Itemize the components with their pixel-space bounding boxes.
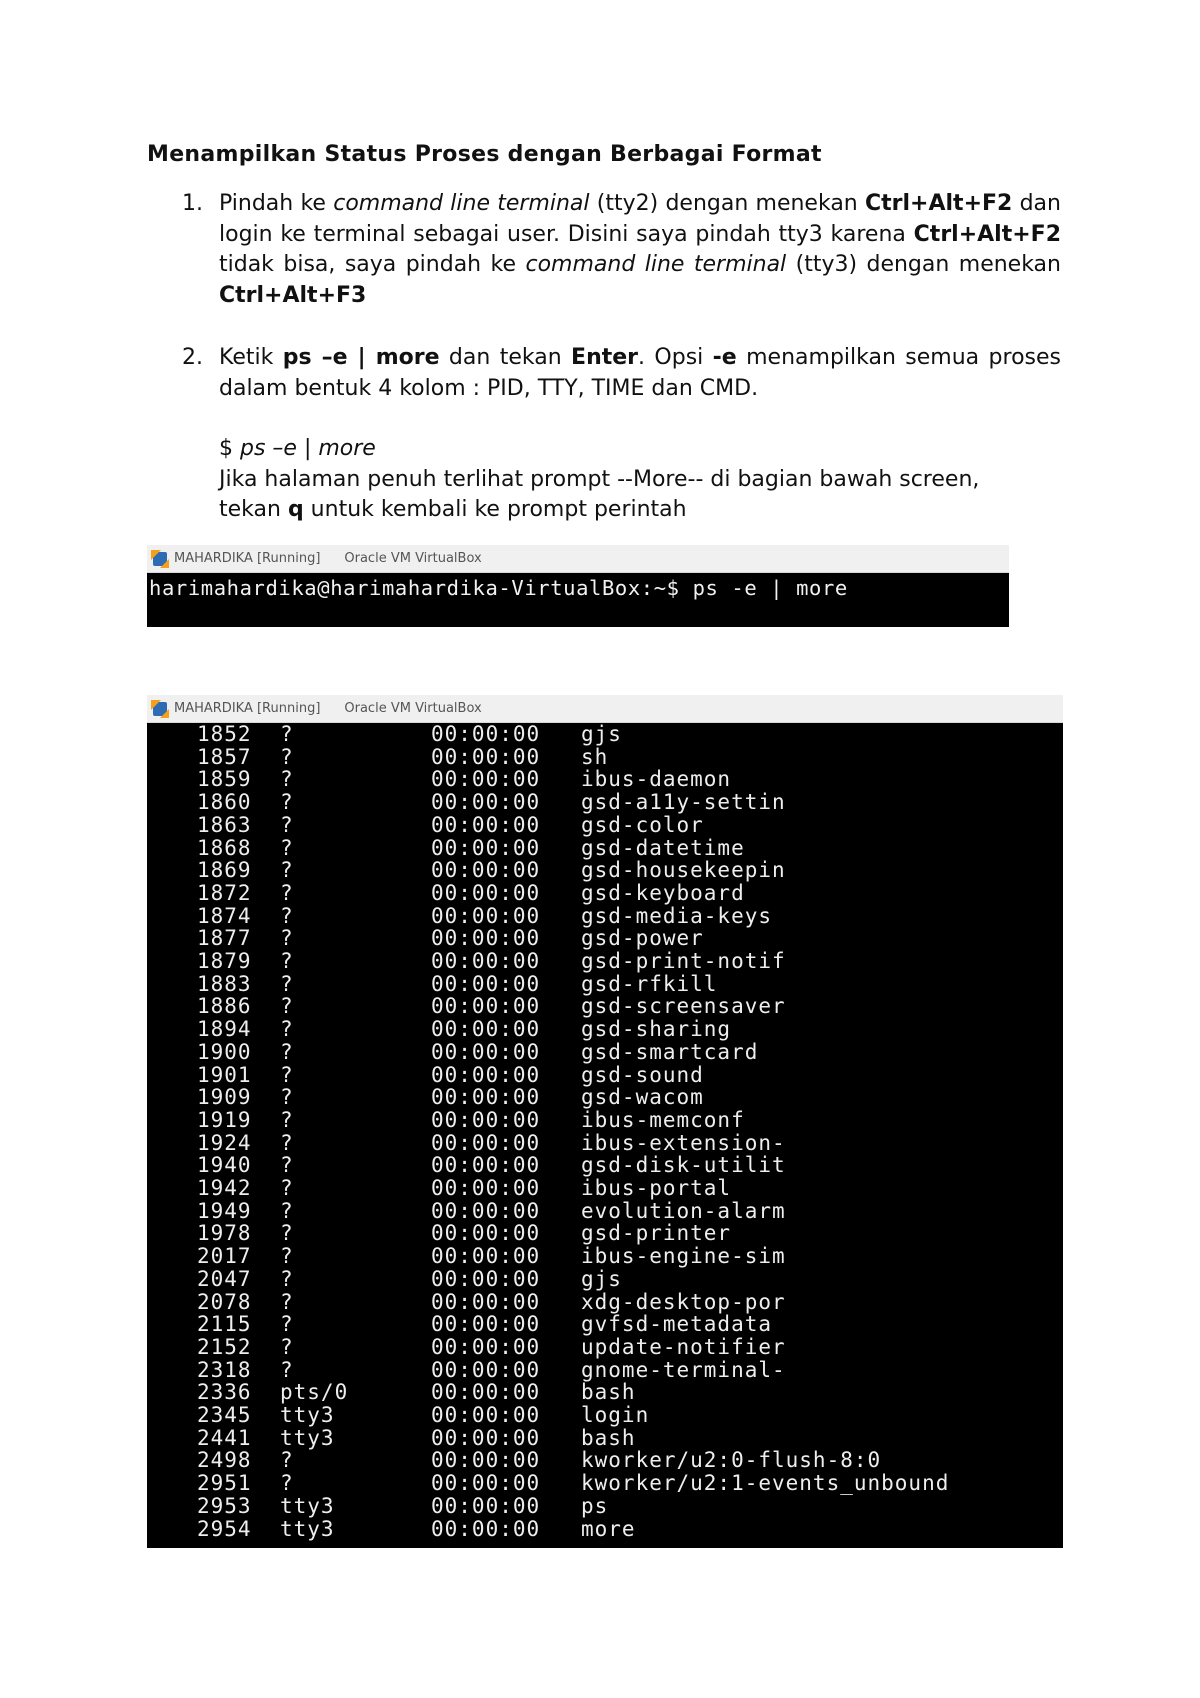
process-cmd: ibus-extension-: [581, 1130, 786, 1155]
process-pid: 2336: [197, 1380, 252, 1405]
process-cmd: gsd-disk-utilit: [581, 1153, 786, 1178]
app-name: Oracle VM VirtualBox: [344, 551, 482, 566]
process-tty: ?: [280, 1448, 294, 1473]
process-cmd: ibus-memconf: [581, 1107, 745, 1132]
process-time: 00:00:00: [431, 1312, 541, 1337]
process-pid: 1879: [197, 949, 252, 973]
process-tty: ?: [280, 1176, 294, 1200]
process-pid: 1886: [197, 994, 252, 1019]
option-flag: -e: [712, 345, 737, 370]
process-time: 00:00:00: [431, 1403, 541, 1427]
process-cmd: more: [581, 1516, 636, 1541]
process-cmd: gsd-media-keys: [581, 903, 773, 928]
process-time: 00:00:00: [431, 1221, 541, 1246]
process-pid: 1869: [197, 858, 252, 883]
process-time: 00:00:00: [431, 1244, 541, 1269]
process-cmd: ibus-portal: [581, 1176, 732, 1200]
vm-name: MAHARDIKA [Running]: [174, 701, 321, 716]
process-pid: 1942: [197, 1176, 252, 1200]
key-combo: Ctrl+Alt+F2: [913, 221, 1061, 247]
process-tty: ?: [280, 1289, 294, 1314]
process-tty: ?: [280, 1357, 294, 1382]
process-pid: 1901: [197, 1062, 252, 1087]
process-cmd: gsd-housekeepin: [581, 858, 786, 883]
process-cmd: kworker/u2:0-flush-8:0: [581, 1448, 882, 1473]
process-pid: 1868: [197, 835, 252, 860]
app-name: Oracle VM VirtualBox: [344, 701, 482, 716]
process-tty: ?: [280, 744, 294, 769]
process-tty: ?: [280, 812, 294, 837]
process-tty: ?: [280, 1130, 294, 1155]
process-tty: ?: [280, 971, 294, 996]
process-cmd: bash: [581, 1380, 636, 1405]
process-cmd: evolution-alarm: [581, 1198, 786, 1223]
process-cmd: login: [581, 1403, 650, 1427]
process-time: 00:00:00: [431, 971, 541, 996]
process-tty: tty3: [280, 1516, 335, 1541]
process-tty: ?: [280, 1039, 294, 1064]
process-time: 00:00:00: [431, 1017, 541, 1042]
process-cmd: gsd-smartcard: [581, 1039, 759, 1064]
virtualbox-titlebar: [147, 695, 1063, 723]
process-cmd: gjs: [581, 1266, 622, 1291]
process-tty: ?: [280, 1221, 294, 1246]
process-cmd: gsd-rfkill: [581, 971, 718, 996]
process-pid: 2318: [197, 1357, 252, 1382]
process-pid: 1949: [197, 1198, 252, 1223]
process-time: 00:00:00: [431, 1380, 541, 1405]
process-time: 00:00:00: [431, 1085, 541, 1110]
process-cmd: gjs: [581, 722, 622, 746]
process-tty: ?: [280, 1107, 294, 1132]
step-2: [147, 343, 1061, 526]
process-tty: ?: [280, 1198, 294, 1223]
process-pid: 1863: [197, 812, 252, 837]
process-tty: ?: [280, 790, 294, 815]
process-tty: tty3: [280, 1493, 335, 1518]
process-pid: 2498: [197, 1448, 252, 1473]
process-cmd: gsd-screensaver: [581, 994, 786, 1019]
process-pid: 2078: [197, 1289, 252, 1314]
key-combo: Ctrl+Alt+F3: [219, 282, 367, 308]
step-number: 2.: [182, 345, 203, 370]
process-cmd: gsd-keyboard: [581, 880, 745, 905]
virtualbox-titlebar: [147, 545, 1009, 573]
process-cmd: ps: [581, 1493, 609, 1518]
process-pid: 2017: [197, 1244, 252, 1269]
process-time: 00:00:00: [431, 880, 541, 905]
process-cmd: kworker/u2:1-events_unbound: [581, 1471, 950, 1496]
process-tty: ?: [280, 1334, 294, 1359]
process-tty: ?: [280, 949, 294, 973]
process-time: 00:00:00: [431, 1107, 541, 1132]
process-cmd: gsd-a11y-settin: [581, 790, 786, 815]
process-cmd: bash: [581, 1425, 636, 1450]
process-pid: 1924: [197, 1130, 252, 1155]
process-tty: ?: [280, 722, 294, 746]
process-pid: 1872: [197, 880, 252, 905]
process-time: 00:00:00: [431, 1516, 541, 1541]
process-pid: 1859: [197, 767, 252, 792]
note-line-2: tekan q untuk kembali ke prompt perintah: [219, 497, 687, 522]
process-tty: ?: [280, 1312, 294, 1337]
process-tty: ?: [280, 994, 294, 1019]
screenshot-process-list: [147, 695, 1063, 1548]
process-time: 00:00:00: [431, 767, 541, 792]
process-tty: ?: [280, 1017, 294, 1042]
process-cmd: gsd-sharing: [581, 1017, 732, 1042]
process-cmd: gsd-color: [581, 812, 704, 837]
process-pid: 1909: [197, 1085, 252, 1110]
process-cmd: ibus-engine-sim: [581, 1244, 786, 1269]
command-text: ps –e | more: [282, 345, 440, 370]
process-time: 00:00:00: [431, 1357, 541, 1382]
process-tty: ?: [280, 858, 294, 883]
process-tty: ?: [280, 903, 294, 928]
step-text: Pindah ke command line terminal (tty2) dengan menekan Ctrl+Alt+F2 dan login ke terminal sebagai user. Disini saya pindah tty3 karena Ctrl+Alt+F2 tidak bisa, saya pindah ke command line terminal (tty3) dengan menekan Ctrl+Alt+F3: [219, 191, 1061, 308]
key-name: Enter: [571, 345, 639, 370]
process-time: 00:00:00: [431, 1471, 541, 1496]
process-time: 00:00:00: [431, 1266, 541, 1291]
process-pid: 2954: [197, 1516, 252, 1541]
process-time: 00:00:00: [431, 1334, 541, 1359]
screenshot-terminal-command: [147, 545, 1009, 627]
process-time: 00:00:00: [431, 1289, 541, 1314]
terminal-prompt: harimahardika@harimahardika-VirtualBox:~$ ps -e | more: [149, 576, 848, 600]
process-time: 00:00:00: [431, 1153, 541, 1178]
process-time: 00:00:00: [431, 994, 541, 1019]
process-cmd: gsd-wacom: [581, 1085, 704, 1110]
virtualbox-icon: [151, 550, 169, 568]
process-pid: 2115: [197, 1312, 252, 1337]
process-tty: tty3: [280, 1403, 335, 1427]
process-pid: 1978: [197, 1221, 252, 1246]
process-pid: 1860: [197, 790, 252, 815]
process-time: 00:00:00: [431, 1198, 541, 1223]
step-number: 1.: [182, 191, 203, 216]
process-time: 00:00:00: [431, 1176, 541, 1200]
process-time: 00:00:00: [431, 790, 541, 815]
process-pid: 2441: [197, 1425, 252, 1450]
process-pid: 1874: [197, 903, 252, 928]
process-pid: 1852: [197, 722, 252, 746]
process-tty: ?: [280, 767, 294, 792]
process-cmd: gnome-terminal-: [581, 1357, 786, 1382]
process-pid: 1940: [197, 1153, 252, 1178]
process-tty: ?: [280, 1085, 294, 1110]
process-cmd: update-notifier: [581, 1334, 786, 1359]
process-time: 00:00:00: [431, 835, 541, 860]
process-tty: ?: [280, 1153, 294, 1178]
process-cmd: sh: [581, 744, 609, 769]
process-cmd: gsd-sound: [581, 1062, 704, 1087]
process-cmd: xdg-desktop-por: [581, 1289, 786, 1314]
process-time: 00:00:00: [431, 722, 541, 746]
virtualbox-icon: [151, 700, 169, 718]
process-time: 00:00:00: [431, 1493, 541, 1518]
process-pid: 2345: [197, 1403, 252, 1427]
process-pid: 2953: [197, 1493, 252, 1518]
command-example: $ ps –e | more: [219, 436, 376, 461]
process-cmd: gsd-print-notif: [581, 949, 786, 973]
process-time: 00:00:00: [431, 903, 541, 928]
process-pid: 2047: [197, 1266, 252, 1291]
process-tty: ?: [280, 926, 294, 951]
process-tty: pts/0: [280, 1380, 349, 1405]
process-time: 00:00:00: [431, 949, 541, 973]
process-cmd: ibus-daemon: [581, 767, 732, 792]
process-cmd: gsd-datetime: [581, 835, 745, 860]
page-heading: Menampilkan Status Proses dengan Berbagai Format: [147, 142, 822, 167]
process-cmd: gvfsd-metadata: [581, 1312, 773, 1337]
process-pid: 1877: [197, 926, 252, 951]
process-time: 00:00:00: [431, 926, 541, 951]
process-tty: ?: [280, 835, 294, 860]
process-pid: 1900: [197, 1039, 252, 1064]
process-time: 00:00:00: [431, 1130, 541, 1155]
note-line-1: Jika halaman penuh terlihat prompt --More-- di bagian bawah screen,: [219, 466, 980, 492]
process-time: 00:00:00: [431, 1448, 541, 1473]
process-cmd: gsd-printer: [581, 1221, 732, 1246]
process-tty: ?: [280, 880, 294, 905]
process-tty: ?: [280, 1062, 294, 1087]
process-pid: 2951: [197, 1471, 252, 1496]
process-tty: ?: [280, 1471, 294, 1496]
process-pid: 1919: [197, 1107, 252, 1132]
process-tty: ?: [280, 1244, 294, 1269]
process-time: 00:00:00: [431, 1039, 541, 1064]
process-time: 00:00:00: [431, 1425, 541, 1450]
process-pid: 1883: [197, 971, 252, 996]
process-time: 00:00:00: [431, 858, 541, 883]
process-time: 00:00:00: [431, 1062, 541, 1087]
process-time: 00:00:00: [431, 812, 541, 837]
process-time: 00:00:00: [431, 744, 541, 769]
vm-name: MAHARDIKA [Running]: [174, 551, 321, 566]
step-1: [147, 189, 1061, 311]
process-pid: 2152: [197, 1334, 252, 1359]
key-combo: Ctrl+Alt+F2: [865, 191, 1013, 216]
process-tty: ?: [280, 1266, 294, 1291]
process-pid: 1857: [197, 744, 252, 769]
step-text: Ketik ps –e | more dan tekan Enter. Opsi -e menampilkan semua proses dalam bentuk 4 kolom : PID, TTY, TIME dan CMD.: [219, 345, 1061, 401]
process-pid: 1894: [197, 1017, 252, 1042]
process-cmd: gsd-power: [581, 926, 704, 951]
process-tty: tty3: [280, 1425, 335, 1450]
